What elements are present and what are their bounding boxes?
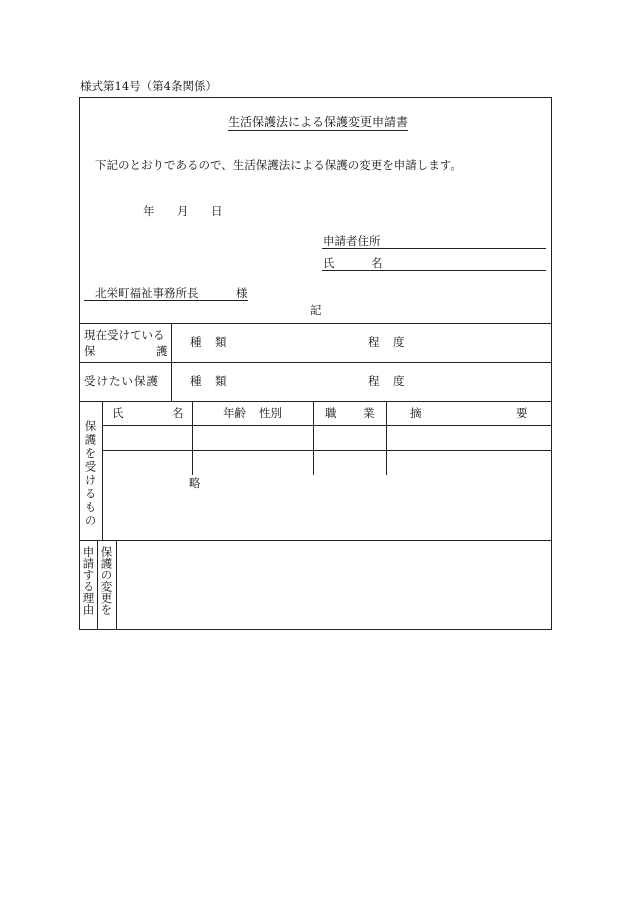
applicant-address-label: 申請者住所	[323, 234, 381, 248]
date-day-label: 日	[211, 204, 223, 218]
desired-degree-field[interactable]	[410, 367, 545, 395]
desired-type-label-a: 種	[190, 374, 202, 388]
applicant-name-line[interactable]	[322, 270, 546, 271]
current-degree-field[interactable]	[410, 328, 545, 356]
desired-type-field[interactable]	[232, 367, 357, 395]
current-protection-label-line2b: 護	[156, 344, 168, 358]
current-type-field[interactable]	[232, 328, 357, 356]
divider-desired	[79, 401, 552, 402]
desired-type-label-b: 類	[215, 374, 227, 388]
desired-degree-label-a: 程	[368, 374, 380, 388]
applicant-name-label-2: 名	[371, 256, 383, 270]
col-job-label-b: 業	[363, 406, 375, 420]
form-title: 生活保護法による保護変更申請書	[228, 115, 409, 129]
date-year-label: 年	[143, 204, 155, 218]
col-name-label-a: 氏	[112, 406, 124, 420]
current-type-label-b: 類	[215, 335, 227, 349]
recipients-header-line	[102, 425, 552, 426]
recipients-row1-line	[102, 450, 552, 451]
form-number: 様式第14号（第4条関係）	[80, 79, 217, 93]
reason-label-split	[97, 540, 98, 630]
current-type-label-a: 種	[190, 335, 202, 349]
recipient-row-1[interactable]	[104, 427, 550, 449]
col-summary-label-b: 要	[516, 406, 528, 420]
col-name-label-b: 名	[172, 406, 184, 420]
addressee-office: 北栄町福祉事務所長	[95, 286, 199, 300]
applicant-name-label-1: 氏	[323, 256, 335, 270]
current-degree-label-a: 程	[368, 335, 380, 349]
application-statement: 下記のとおりであるので、生活保護法による保護の変更を申請します。	[95, 158, 462, 172]
reason-field[interactable]	[118, 542, 550, 628]
addressee-honorific: 様	[236, 286, 248, 300]
addressee-line	[84, 300, 248, 301]
current-degree-label-b: 度	[393, 335, 405, 349]
applicant-address-line[interactable]	[322, 248, 546, 249]
col-sex-label: 性別	[259, 406, 282, 420]
current-protection-label-line1: 現在受けている	[84, 328, 165, 342]
divider-current	[79, 362, 552, 363]
col-age-label: 年齢	[223, 406, 246, 420]
recipients-side-label: 保護を受けるもの	[83, 420, 98, 528]
reason-label-col2: 保護の変更を	[99, 546, 114, 615]
current-protection-label-line2a: 保	[84, 344, 96, 358]
recipients-side-divider	[102, 401, 103, 540]
divider-recipients	[79, 540, 552, 541]
desired-protection-label: 受けたい保護	[84, 374, 159, 388]
recipient-row-2[interactable]	[104, 452, 550, 474]
reason-label-divider	[116, 540, 117, 630]
col-summary-label-a: 摘	[410, 406, 422, 420]
label-column-divider	[171, 323, 172, 401]
date-month-label: 月	[177, 204, 189, 218]
divider-top	[79, 323, 552, 324]
abbreviation-mark: 略	[189, 476, 201, 490]
desired-degree-label-b: 度	[393, 374, 405, 388]
reason-label-col1: 申請する理由	[81, 546, 96, 615]
col-job-label-a: 職	[325, 406, 337, 420]
ki-mark: 記	[310, 303, 322, 317]
